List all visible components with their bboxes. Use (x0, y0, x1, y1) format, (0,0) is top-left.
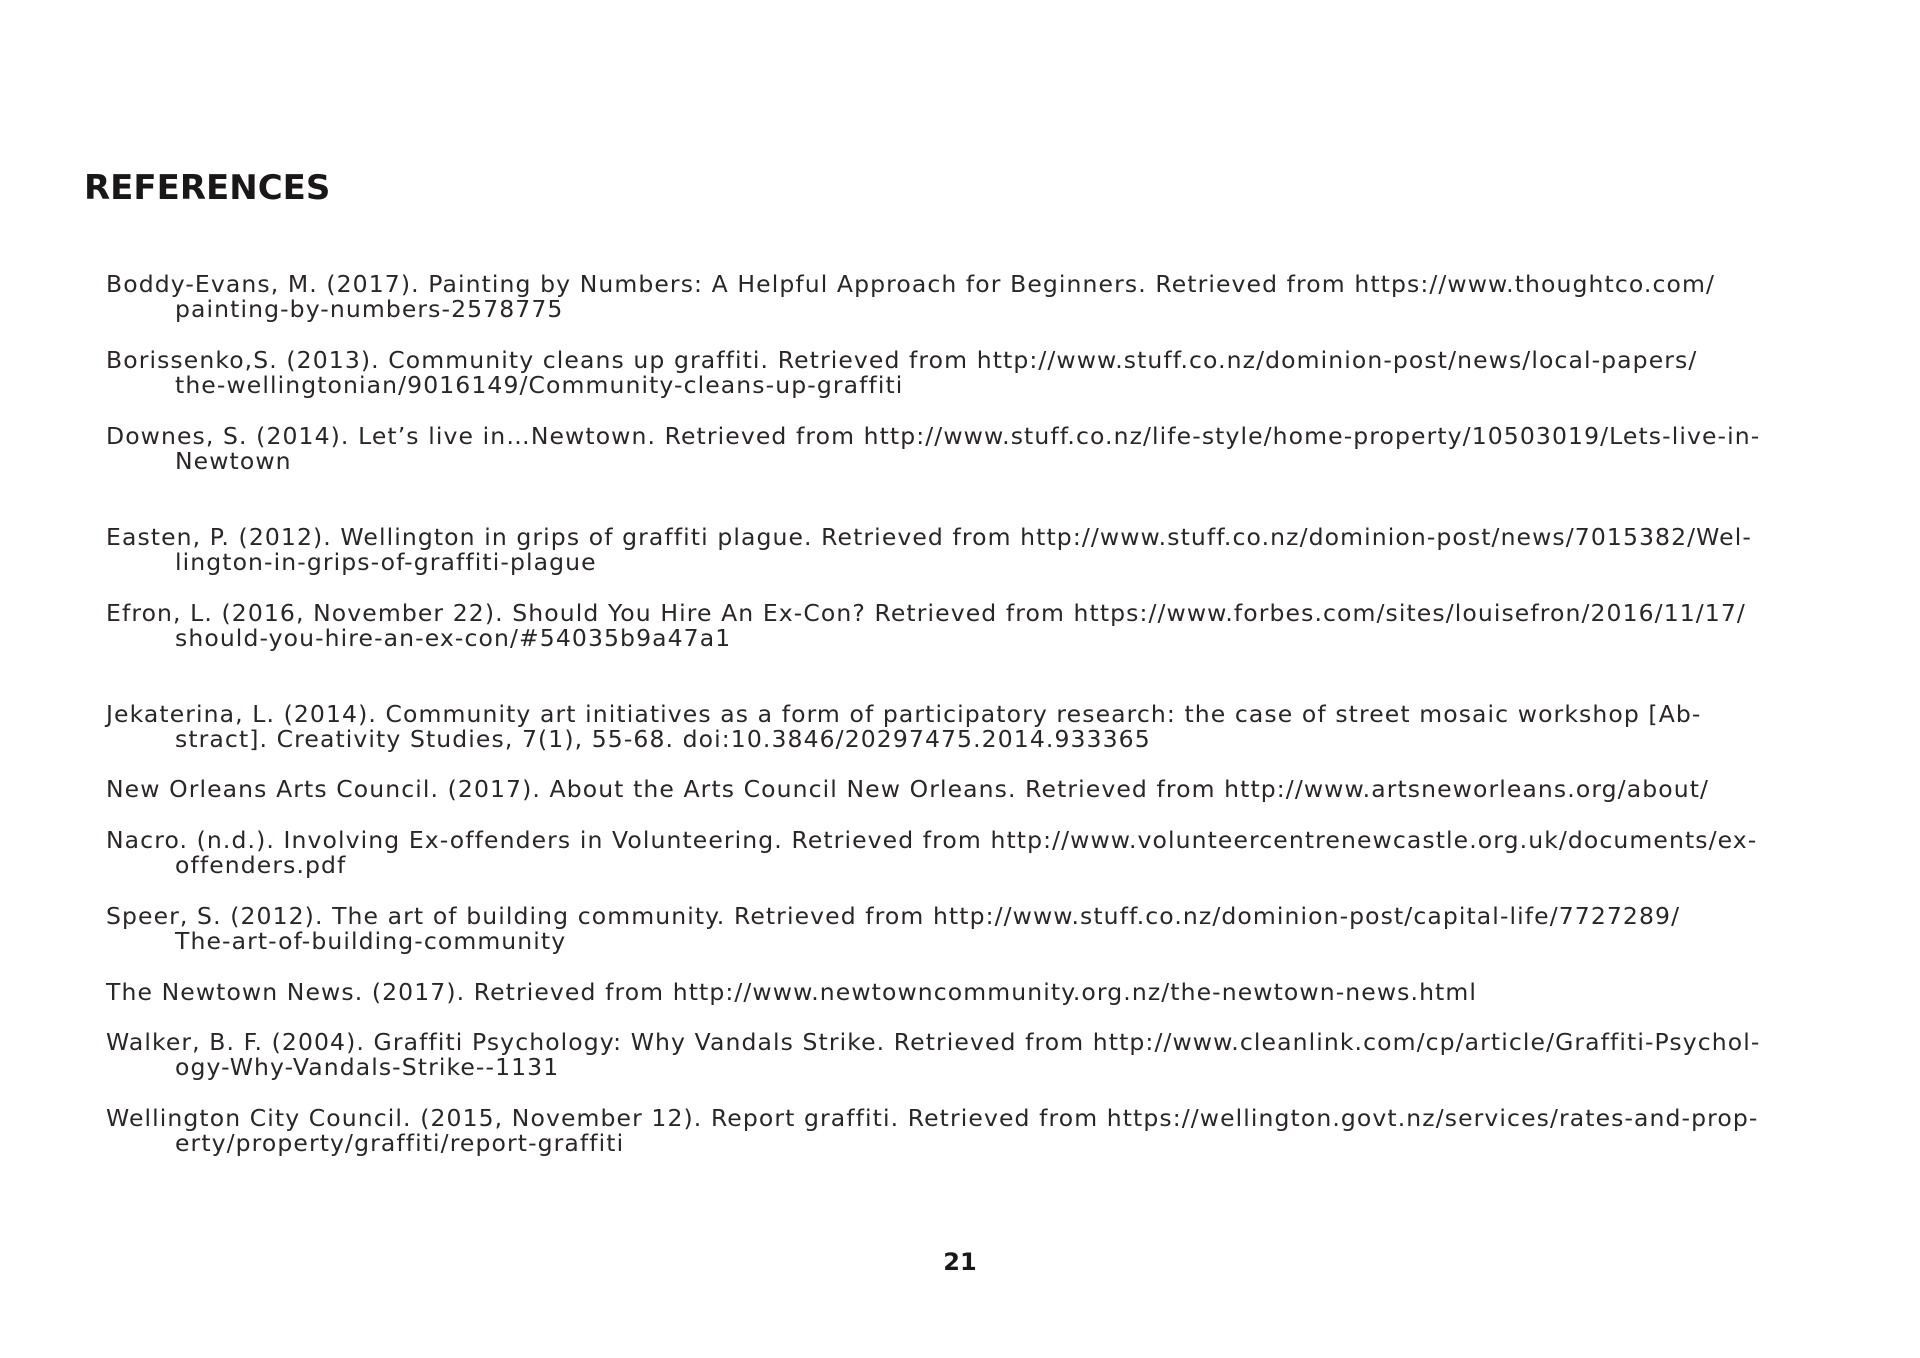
reference-entry (106, 272, 1876, 322)
reference-continuation: Newtown (175, 447, 292, 475)
reference-entry (106, 525, 1876, 575)
reference-line: Boddy-Evans, M. (2017). Painting by Numbers: A Helpful Approach for Beginners. Retrieved from https://www.thoughtco.com/ (106, 270, 1716, 298)
reference-continuation: should-you-hire-an-ex-con/#54035b9a47a1 (175, 624, 732, 652)
reference-continuation: painting-by-numbers-2578775 (175, 295, 564, 323)
reference-line: Wellington City Council. (2015, November 12). Report graffiti. Retrieved from https://wellington.govt.nz/services/rates-and-prop- (106, 1104, 1759, 1132)
reference-entry (106, 904, 1876, 954)
reference-entry (106, 424, 1876, 474)
reference-continuation: ogy-Why-Vandals-Strike--1131 (175, 1053, 560, 1081)
reference-line: Speer, S. (2012). The art of building community. Retrieved from http://www.stuff.co.nz/dominion-post/capital-life/7727289/ (106, 902, 1681, 930)
reference-continuation: The-art-of-building-community (175, 927, 567, 955)
reference-continuation: the-wellingtonian/9016149/Community-cleans-up-graffiti (175, 371, 904, 399)
reference-line: Downes, S. (2014). Let’s live in…Newtown. Retrieved from http://www.stuff.co.nz/life-style/home-property/10503019/Lets-live-in- (106, 422, 1761, 450)
reference-line: Easten, P. (2012). Wellington in grips of graffiti plague. Retrieved from http://www.stuff.co.nz/dominion-post/news/7015382/Wel- (106, 523, 1752, 551)
reference-line: Nacro. (n.d.). Involving Ex-offenders in Volunteering. Retrieved from http://www.volunteercentrenewcastle.org.uk/documents/ex- (106, 826, 1758, 854)
reference-entry (106, 777, 1876, 802)
reference-entry (106, 1030, 1876, 1080)
page-number: 21 (943, 1248, 977, 1276)
reference-continuation: erty/property/graffiti/report-graffiti (175, 1129, 625, 1157)
reference-line: Borissenko,S. (2013). Community cleans up graffiti. Retrieved from http://www.stuff.co.nz/dominion-post/news/local-papers/ (106, 346, 1698, 374)
reference-line: Walker, B. F. (2004). Graffiti Psychology: Why Vandals Strike. Retrieved from http://www.cleanlink.com/cp/article/Graffiti-Psychol- (106, 1028, 1761, 1056)
reference-continuation: stract]. Creativity Studies, 7(1), 55-68. doi:10.3846/20297475.2014.933365 (175, 725, 1151, 753)
reference-line: Efron, L. (2016, November 22). Should You Hire An Ex-Con? Retrieved from https://www.forbes.com/sites/louisefron/2016/11/17/ (106, 599, 1746, 627)
reference-continuation: offenders.pdf (175, 851, 347, 879)
reference-continuation: lington-in-grips-of-graffiti-plague (175, 548, 597, 576)
page-title: REFERENCES (84, 168, 331, 208)
reference-entry (106, 980, 1876, 1005)
reference-line: The Newtown News. (2017). Retrieved from http://www.newtowncommunity.org.nz/the-newtown-news.html (106, 978, 1477, 1006)
reference-line: Jekaterina, L. (2014). Community art initiatives as a form of participatory research: the case of street mosaic workshop [Ab- (106, 700, 1702, 728)
reference-line: New Orleans Arts Council. (2017). About the Arts Council New Orleans. Retrieved from http://www.artsneworleans.org/about/ (106, 775, 1710, 803)
reference-entry (106, 601, 1876, 651)
reference-entry (106, 348, 1876, 398)
reference-entry (106, 828, 1876, 878)
reference-entry (106, 702, 1876, 752)
reference-entry (106, 1106, 1876, 1156)
